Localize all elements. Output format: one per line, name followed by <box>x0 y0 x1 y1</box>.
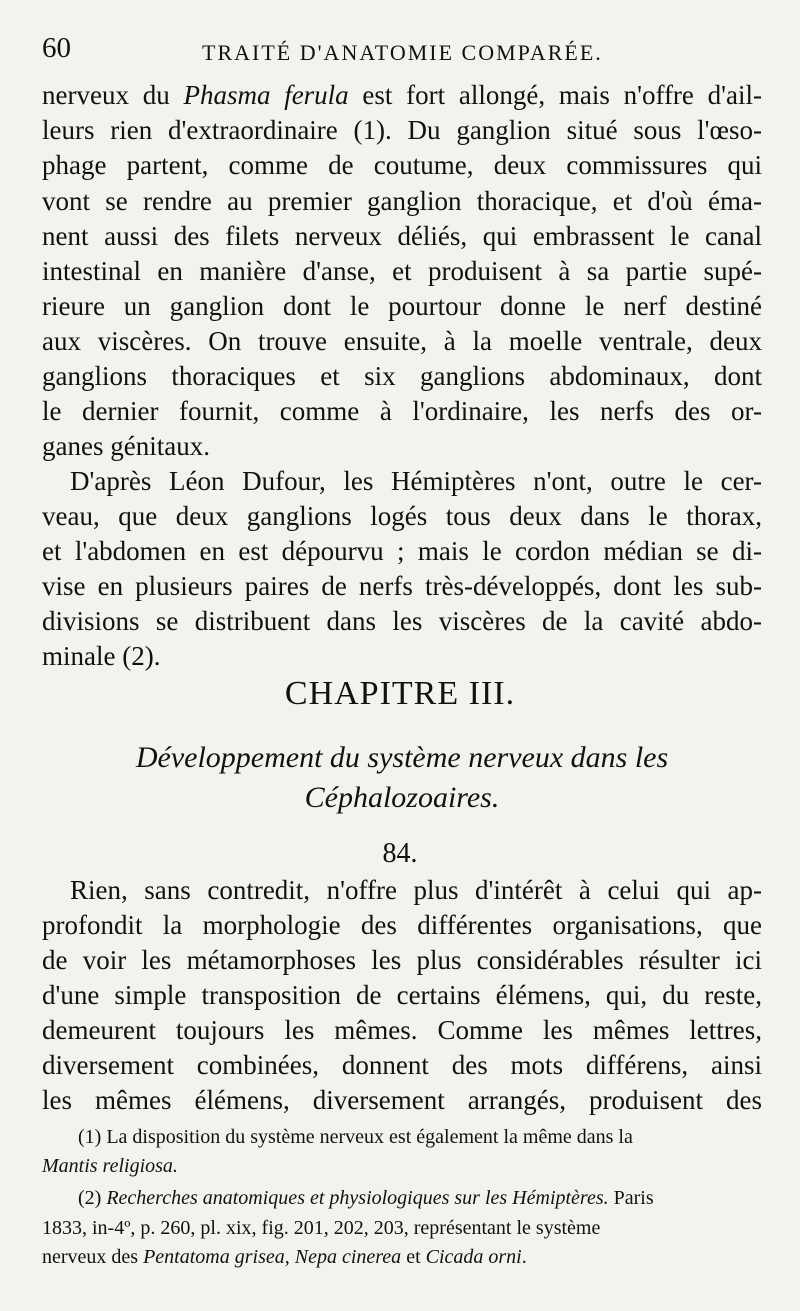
text-line: minale (2). <box>42 641 161 671</box>
text-line: aux viscères. On trouve ensuite, à la moelle ventrale, deux <box>42 326 762 356</box>
species-name: Mantis religiosa. <box>42 1155 178 1177</box>
text-line: d'une simple transposition de certains élémens, qui, du reste, <box>42 980 762 1010</box>
footnote-line: 1833, in-4º, p. 260, pl. xix, fig. 201, 202, 203, représentant le système <box>42 1217 601 1239</box>
species-name: Cicada orni <box>425 1246 522 1268</box>
text-line: le dernier fournit, comme à l'ordinaire, les nerfs des or- <box>42 396 762 426</box>
text-line: diversement combinées, donnent des mots différens, ainsi <box>42 1050 762 1080</box>
species-name: Nepa cinerea <box>294 1246 402 1268</box>
text-line: les mêmes élémens, diversement arrangés, produisent des <box>42 1085 762 1115</box>
text-line: nent aussi des filets nerveux déliés, qui embrassent le canal <box>42 221 762 251</box>
section-number: 84. <box>382 838 418 869</box>
chapter-title: CHAPITRE III. <box>284 675 516 712</box>
cited-work-title: Recherches anatomiques et physiologiques sur les Hémiptères. <box>106 1187 609 1209</box>
footnote-line <box>42 1152 758 1180</box>
text-line: veau, que deux ganglions logés tous deux dans le thorax, <box>42 501 762 531</box>
text-line: Rien, sans contredit, n'offre plus d'intérêt à celui qui ap- <box>70 875 762 905</box>
text-line: vise en plusieurs paires de nerfs très-développés, dont les sub- <box>42 571 762 601</box>
text-line: ganglions thoraciques et six ganglions abdominaux, dont <box>42 361 762 391</box>
chapter-subtitle: Développement du système nerveux dans les <box>135 741 669 774</box>
text-line: divisions se distribuent dans les viscères de la cavité abdo- <box>42 606 762 636</box>
text-line: et l'abdomen en est dépourvu ; mais le cordon médian se di- <box>42 536 762 566</box>
text-line: leurs rien d'extraordinaire (1). Du ganglion situé sous l'œso- <box>42 115 762 145</box>
text-line: profondit la morphologie des différentes organisations, que <box>42 910 762 940</box>
footnote-line: (2) Recherches anatomiques et physiologiques sur les Hémiptères. Paris <box>78 1187 654 1209</box>
species-name: Phasma ferula <box>183 80 349 110</box>
running-title: TRAITÉ D'ANATOMIE COMPARÉE. <box>202 40 603 65</box>
text-line: ganes génitaux. <box>42 431 210 461</box>
text-line: intestinal en manière d'anse, et produisent à sa partie supé- <box>42 256 762 286</box>
text-line: vont se rendre au premier ganglion thoracique, et d'où éma- <box>42 186 762 216</box>
chapter-subtitle: Céphalozoaires. <box>304 781 500 814</box>
text-line: demeurent toujours les mêmes. Comme les mêmes lettres, <box>42 1015 762 1045</box>
text-line: de voir les métamorphoses les plus considérables résulter ici <box>42 945 762 975</box>
text-line: rieure un ganglion dont le pourtour donne le nerf destiné <box>42 291 762 321</box>
page-number: 60 <box>42 32 71 64</box>
footnote-line: nerveux des Pentatoma grisea, Nepa cinerea et Cicada orni. <box>42 1246 527 1268</box>
text-line: D'après Léon Dufour, les Hémiptères n'ont, outre le cer- <box>70 466 762 496</box>
page-header <box>42 32 762 68</box>
text-line: phage partent, comme de coutume, deux commissures qui <box>42 150 762 180</box>
footnote-line: (1) La disposition du système nerveux est également la même dans la <box>78 1126 633 1148</box>
species-name: Pentatoma grisea <box>143 1246 285 1268</box>
text-line: nerveux du Phasma ferula est fort allongé, mais n'offre d'ail- <box>42 80 762 110</box>
